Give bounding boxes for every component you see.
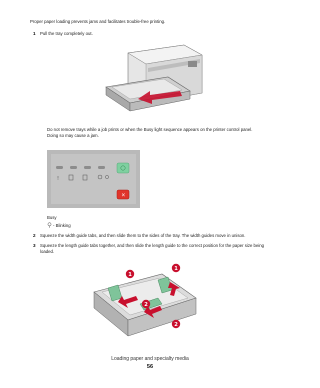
legend-blinking: - Blinking xyxy=(53,223,71,228)
printer-tray-illustration xyxy=(98,41,206,121)
step-3-text: Squeeze the length guide tabs together, and then slide the length guide to the correct position for the paper size being loaded. xyxy=(40,243,265,254)
step-2-text: Squeeze the width guide tabs, and then slide them to the sides of the tray. The width guides move in unison. xyxy=(40,233,246,238)
note-text-line1: Do not remove trays while a job prints or when the Busy light sequence appears on the printer control panel. xyxy=(47,127,253,132)
step-1-text: Pull the tray completely out. xyxy=(40,31,93,36)
step-3-number: 3 xyxy=(33,243,36,248)
blinking-light-icon xyxy=(47,222,52,228)
page-number: 56 xyxy=(146,364,154,370)
intro-text: Proper paper loading prevents jams and facilitates trouble-free printing. xyxy=(30,19,166,24)
indicator-light xyxy=(84,166,91,169)
callout-label: 2 xyxy=(174,321,178,328)
error-icon: ! xyxy=(57,176,60,182)
indicator-light xyxy=(70,166,77,169)
callout-label: 2 xyxy=(144,301,148,308)
step-1-number: 1 xyxy=(33,31,36,36)
callout-label: 1 xyxy=(128,271,132,278)
stop-icon: × xyxy=(121,192,126,199)
indicator-light xyxy=(98,166,105,169)
note-text-line2: Doing so may cause a jam. xyxy=(47,133,99,138)
tray-guides-illustration xyxy=(88,258,200,344)
control-panel-illustration xyxy=(47,150,140,208)
footer-section-title: Loading paper and specialty media xyxy=(111,356,189,362)
indicator-light xyxy=(56,166,63,169)
step-2-number: 2 xyxy=(33,233,36,238)
legend-busy: Busy xyxy=(47,215,57,220)
go-button xyxy=(117,163,129,173)
callout-label: 1 xyxy=(174,265,178,272)
